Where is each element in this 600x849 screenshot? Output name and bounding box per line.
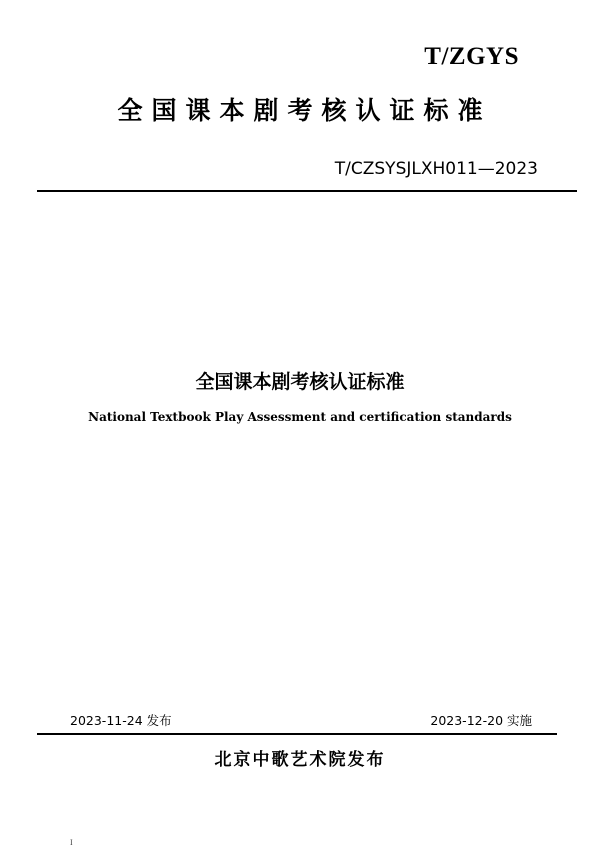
footer-divider <box>37 733 557 735</box>
standard-number: T/CZSYSJLXH011—2023 <box>334 159 538 179</box>
document-title-english: National Textbook Play Assessment and certification standards <box>88 410 512 424</box>
header-divider <box>37 190 577 192</box>
page-number: I <box>70 838 73 847</box>
document-title-chinese: 全国课本剧考核认证标准 <box>195 371 405 393</box>
implementation-date: 2023-12-20 实施 <box>430 713 532 728</box>
issue-date: 2023-11-24 发布 <box>70 713 172 728</box>
organization-code: T/ZGYS <box>424 43 519 70</box>
standard-series-title: 全国课本剧考核认证标准 <box>117 96 492 125</box>
publisher: 北京中歌艺术院发布 <box>214 750 386 770</box>
